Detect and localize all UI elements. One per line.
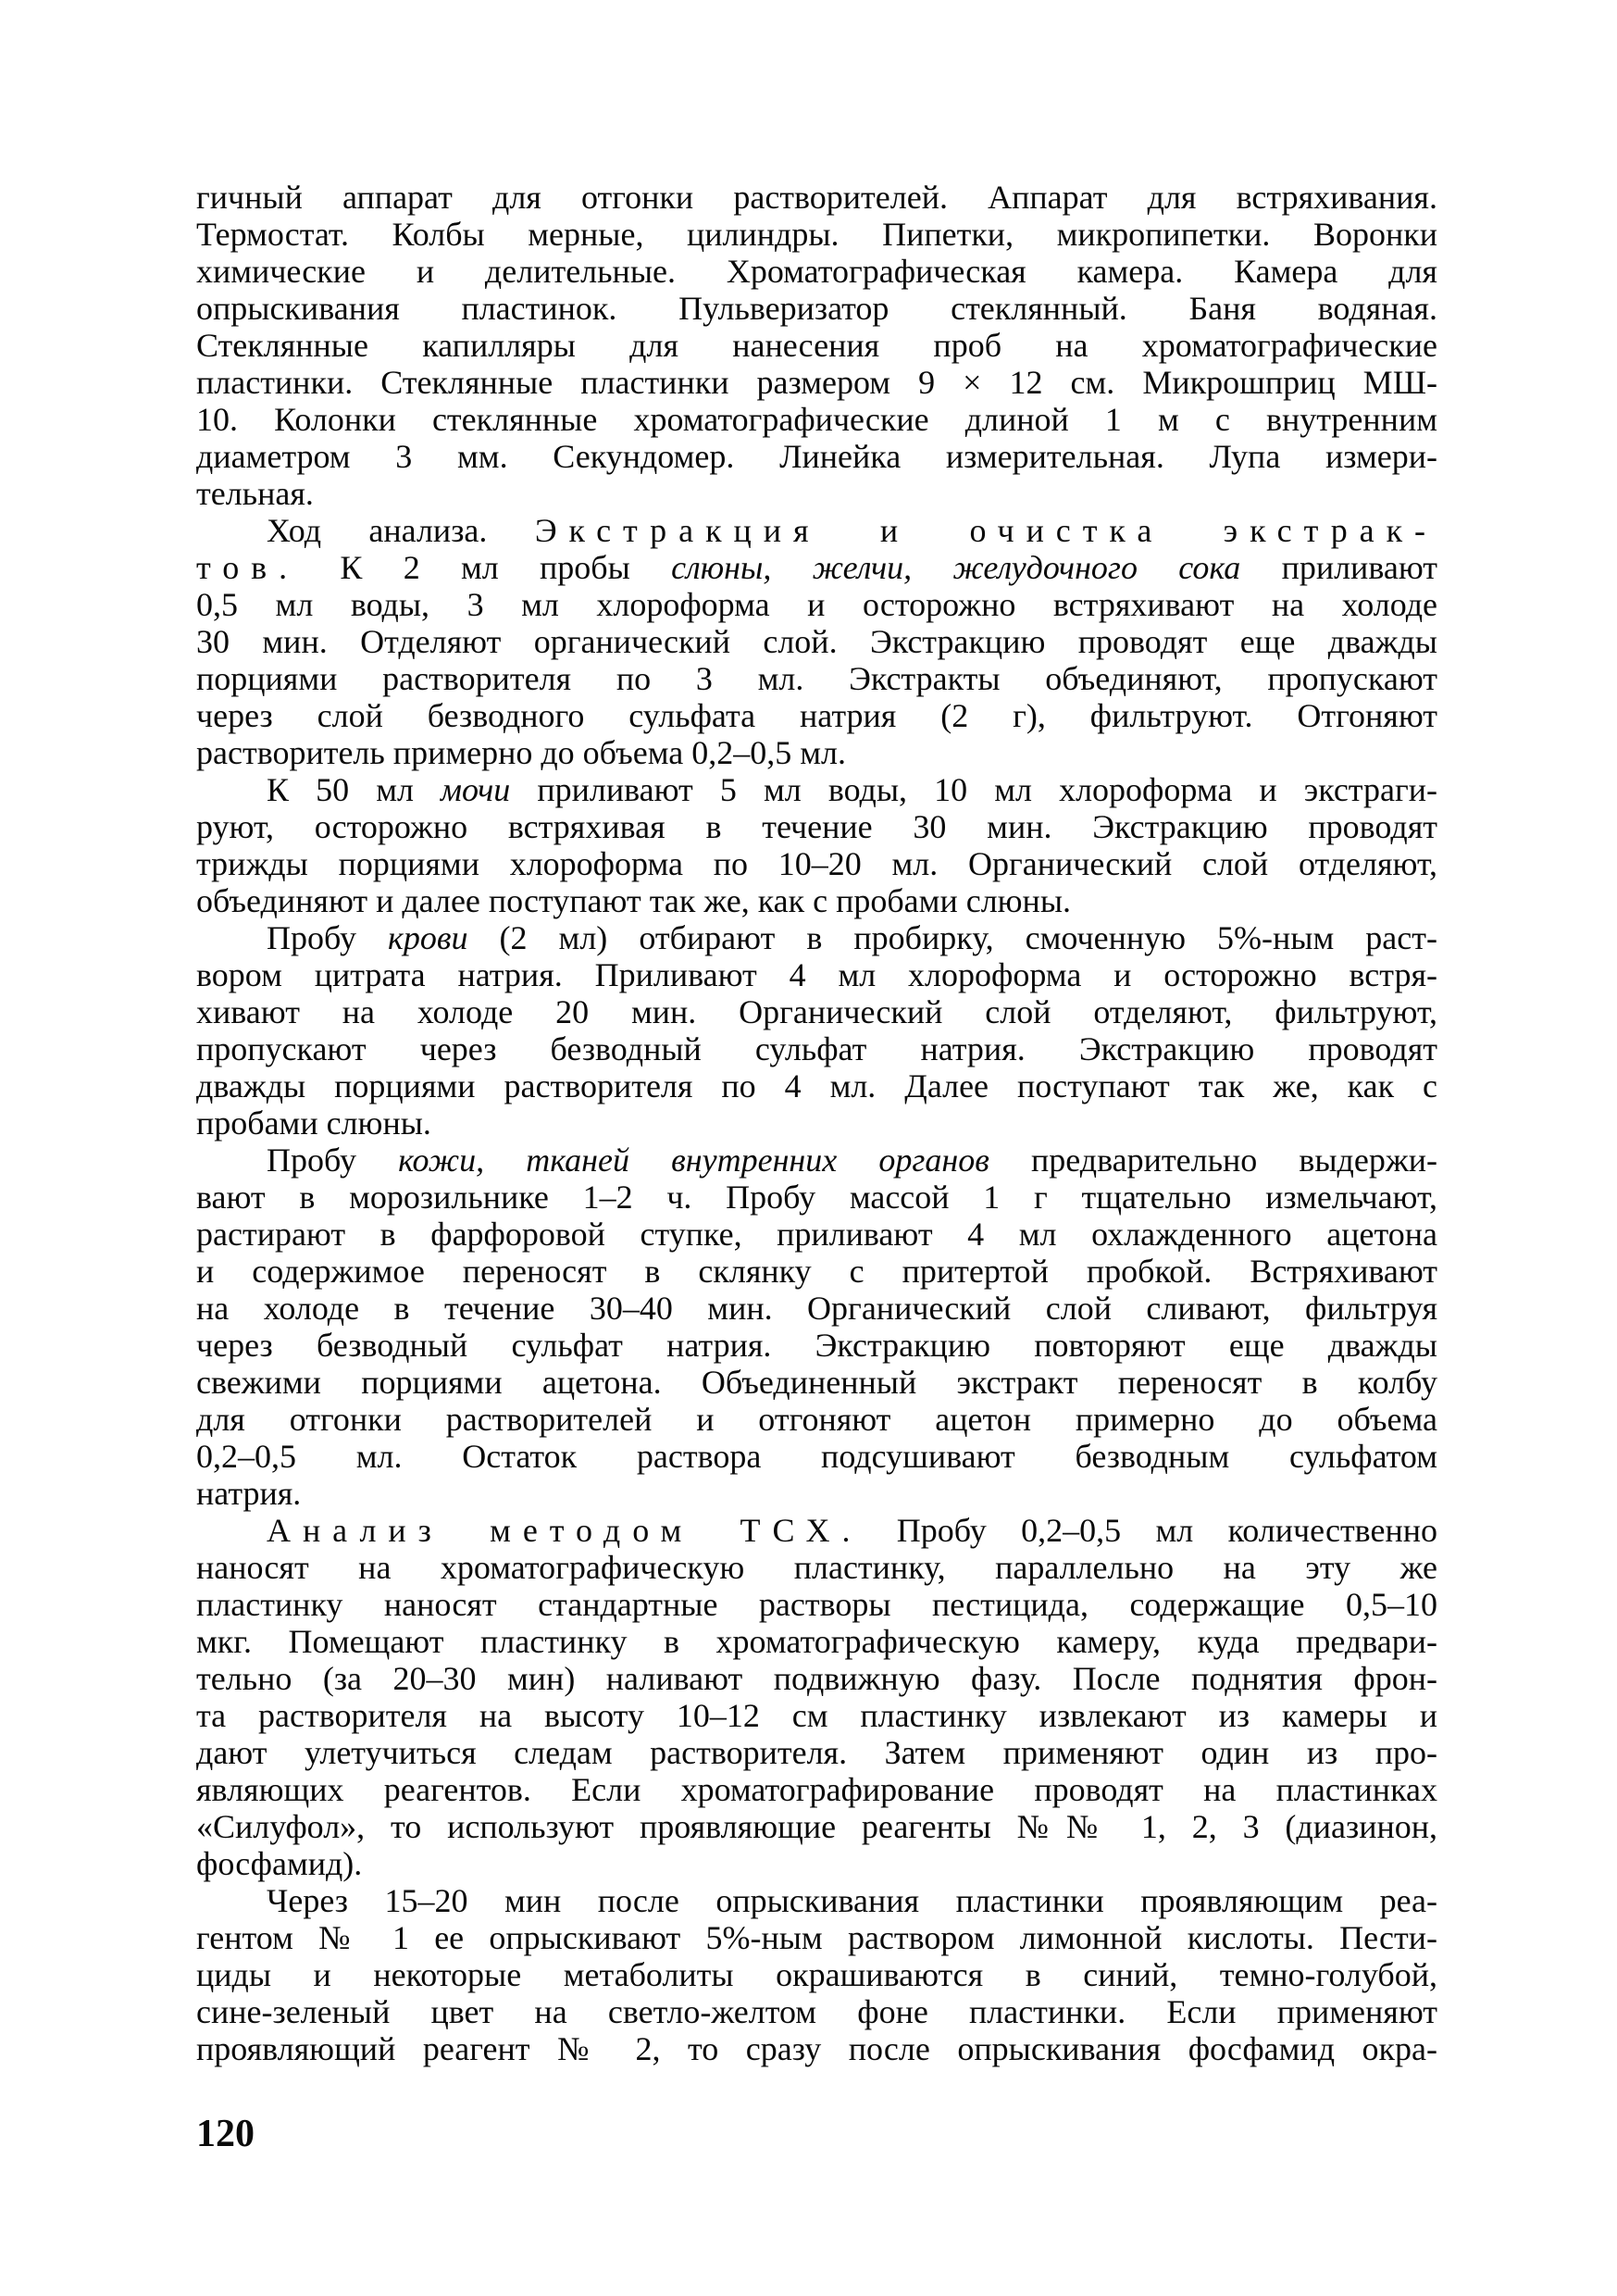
text-segment: Ход анализа. [267,512,535,549]
text-segment: пропускают через безводный сульфат натрия. Экстракцию проводят [196,1030,1437,1067]
text-line [196,586,1437,623]
text-line [267,1512,1437,1549]
text-line [196,1475,1437,1512]
text-line [196,290,1437,327]
text-segment: гичный аппарат для отгонки растворителей. Аппарат для встряхивания. [196,179,1437,216]
text-line [196,1401,1437,1438]
text-segment: вают в морозильнике 1–2 ч. Пробу массой 1 г тщательно измельчают, [196,1179,1437,1216]
text-segment: через слой безводного сульфата натрия (2 г), фильтруют. Отгоняют [196,697,1437,734]
text-line [196,845,1437,882]
text-segment: пробами слюны. [196,1104,431,1142]
text-line [196,1771,1437,1808]
text-segment: (2 мл) отбирают в пробирку, смоченную 5%-ным раст- [467,919,1437,956]
text-line [196,475,1437,512]
text-segment: сине-зеленый цвет на светло-желтом фоне пластинки. Если применяют [196,1993,1437,2030]
text-segment: объединяют и далее поступают так же, как с пробами слюны. [196,882,1071,919]
text-line [196,623,1437,660]
text-segment: Через 15–20 мин после опрыскивания пластинки проявляющим реа- [267,1882,1437,1919]
text-line [196,808,1437,845]
text-segment: приливают [1240,549,1437,586]
text-segment: порциями растворителя по 3 мл. Экстракты объединяют, пропускают [196,660,1437,697]
text-segment: дают улетучиться следам растворителя. Затем применяют один из про- [196,1734,1437,1771]
text-segment: для отгонки растворителей и отгоняют ацетон примерно до объема [196,1401,1437,1438]
text-segment: пластинки. Стеклянные пластинки размером 9 × 12 см. Микрошприц МШ- [196,364,1437,401]
text-segment: К 50 мл [267,771,442,808]
text-segment: являющих реагентов. Если хроматографирование проводят на пластинках [196,1771,1437,1808]
text-line [196,401,1437,438]
text-segment: гентом № 1 ее опрыскивают 5%-ным раствором лимонной кислоты. Пести- [196,1919,1437,1956]
text-line [196,2030,1437,2067]
text-segment: тельная. [196,475,314,512]
text-segment: приливают 5 мл воды, 10 мл хлороформа и экстраги- [510,771,1437,808]
text-segment: растворитель примерно до объема 0,2–0,5 мл. [196,734,846,771]
text-line [267,919,1437,956]
text-line [196,1697,1437,1734]
text-segment: химические и делительные. Хроматографическая камера. Камера для [196,253,1437,290]
text-line [196,1956,1437,1993]
text-line [196,1290,1437,1327]
spaced-heading: тов. [196,549,300,586]
text-segment: трижды порциями хлороформа по 10–20 мл. Органический слой отделяют, [196,845,1437,882]
text-line [196,1734,1437,1771]
text-segment: и содержимое переносят в склянку с притертой пробкой. Встряхивают [196,1253,1437,1290]
text-segment: та растворителя на высоту 10–12 см пластинку извлекают из камеры и [196,1697,1437,1734]
text-line [196,734,1437,771]
text-line [196,1067,1437,1104]
text-segment: 10. Колонки стеклянные хроматографические длиной 1 м с внутренним [196,401,1437,438]
text-line [196,1808,1437,1845]
text-segment: мкг. Помещают пластинку в хроматографическую камеру, куда предвари- [196,1623,1437,1660]
text-segment: фосфамид). [196,1845,363,1882]
text-line [196,1845,1437,1882]
text-line [196,993,1437,1030]
text-line [196,660,1437,697]
text-segment: пластинку наносят стандартные растворы пестицида, содержащие 0,5–10 [196,1586,1437,1623]
text-line [267,771,1437,808]
text-line [196,179,1437,216]
text-segment: опрыскивания пластинок. Пульверизатор стеклянный. Баня водяная. [196,290,1437,327]
text-segment: хивают на холоде 20 мин. Органический слой отделяют, фильтруют, [196,993,1437,1030]
spaced-heading: Экстракция и очистка экстрак- [534,512,1437,549]
text-line [196,327,1437,364]
text-segment: вором цитрата натрия. Приливают 4 мл хлороформа и осторожно встря- [196,956,1437,993]
page-number: 120 [196,2113,255,2155]
text-line [196,697,1437,734]
text-segment: через безводный сульфат натрия. Экстракцию повторяют еще дважды [196,1327,1437,1364]
text-line [196,1549,1437,1586]
text-segment: тельно (за 20–30 мин) наливают подвижную фазу. После поднятия фрон- [196,1660,1437,1697]
text-line [267,1882,1437,1919]
text-segment: циды и некоторые метаболиты окрашиваются в синий, темно-голубой, [196,1956,1437,1993]
text-line [196,956,1437,993]
italic-term: слюны, желчи, желудочного сока [671,549,1241,586]
text-segment: Пробу [267,919,388,956]
text-segment: свежими порциями ацетона. Объединенный экстракт переносят в колбу [196,1364,1437,1401]
spaced-heading: Анализ методом ТСХ. [267,1512,863,1549]
text-line [196,1586,1437,1623]
text-line [196,1919,1437,1956]
text-line [196,1438,1437,1475]
text-segment: дважды порциями растворителя по 4 мл. Далее поступают так же, как с [196,1067,1437,1104]
text-line [196,1327,1437,1364]
text-segment: натрия. [196,1475,302,1512]
text-line [196,438,1437,475]
text-segment: наносят на хроматографическую пластинку, параллельно на эту же [196,1549,1437,1586]
italic-term: кожи, тканей внутренних органов [398,1142,989,1179]
text-segment: Пробу [267,1142,399,1179]
text-segment: Пробу 0,2–0,5 мл количественно [862,1512,1437,1549]
text-line [196,1660,1437,1697]
text-line [196,1623,1437,1660]
text-segment: 30 мин. Отделяют органический слой. Экстракцию проводят еще дважды [196,623,1437,660]
text-segment: растирают в фарфоровой ступке, приливают 4 мл охлажденного ацетона [196,1216,1437,1253]
text-line [196,1179,1437,1216]
text-segment: предварительно выдержи- [989,1142,1437,1179]
text-segment: К 2 мл пробы [299,549,672,586]
text-segment: Термостат. Колбы мерные, цилиндры. Пипетки, микропипетки. Воронки [196,216,1437,253]
text-segment: на холоде в течение 30–40 мин. Органический слой сливают, фильтруя [196,1290,1437,1327]
text-line [196,1993,1437,2030]
text-line [196,882,1437,919]
text-line [267,512,1437,549]
text-segment: «Силуфол», то используют проявляющие реагенты №№ 1, 2, 3 (диазинон, [196,1808,1437,1845]
text-line [196,1030,1437,1067]
text-line [196,1216,1437,1253]
text-line [196,1253,1437,1290]
text-line [196,1364,1437,1401]
text-segment: 0,5 мл воды, 3 мл хлороформа и осторожно встряхивают на холоде [196,586,1437,623]
text-line [196,253,1437,290]
text-line [196,1104,1437,1142]
text-line [196,364,1437,401]
text-segment: проявляющий реагент № 2, то сразу после опрыскивания фосфамид окра- [196,2030,1437,2067]
text-line [267,1142,1437,1179]
text-line [196,216,1437,253]
text-segment: диаметром 3 мм. Секундомер. Линейка измерительная. Лупа измери- [196,438,1437,475]
text-segment: 0,2–0,5 мл. Остаток раствора подсушивают безводным сульфатом [196,1438,1437,1475]
text-segment: руют, осторожно встряхивая в течение 30 мин. Экстракцию проводят [196,808,1437,845]
text-segment: Стеклянные капилляры для нанесения проб на хроматографические [196,327,1437,364]
italic-term: мочи [441,771,511,808]
text-line [196,549,1437,586]
italic-term: крови [388,919,468,956]
